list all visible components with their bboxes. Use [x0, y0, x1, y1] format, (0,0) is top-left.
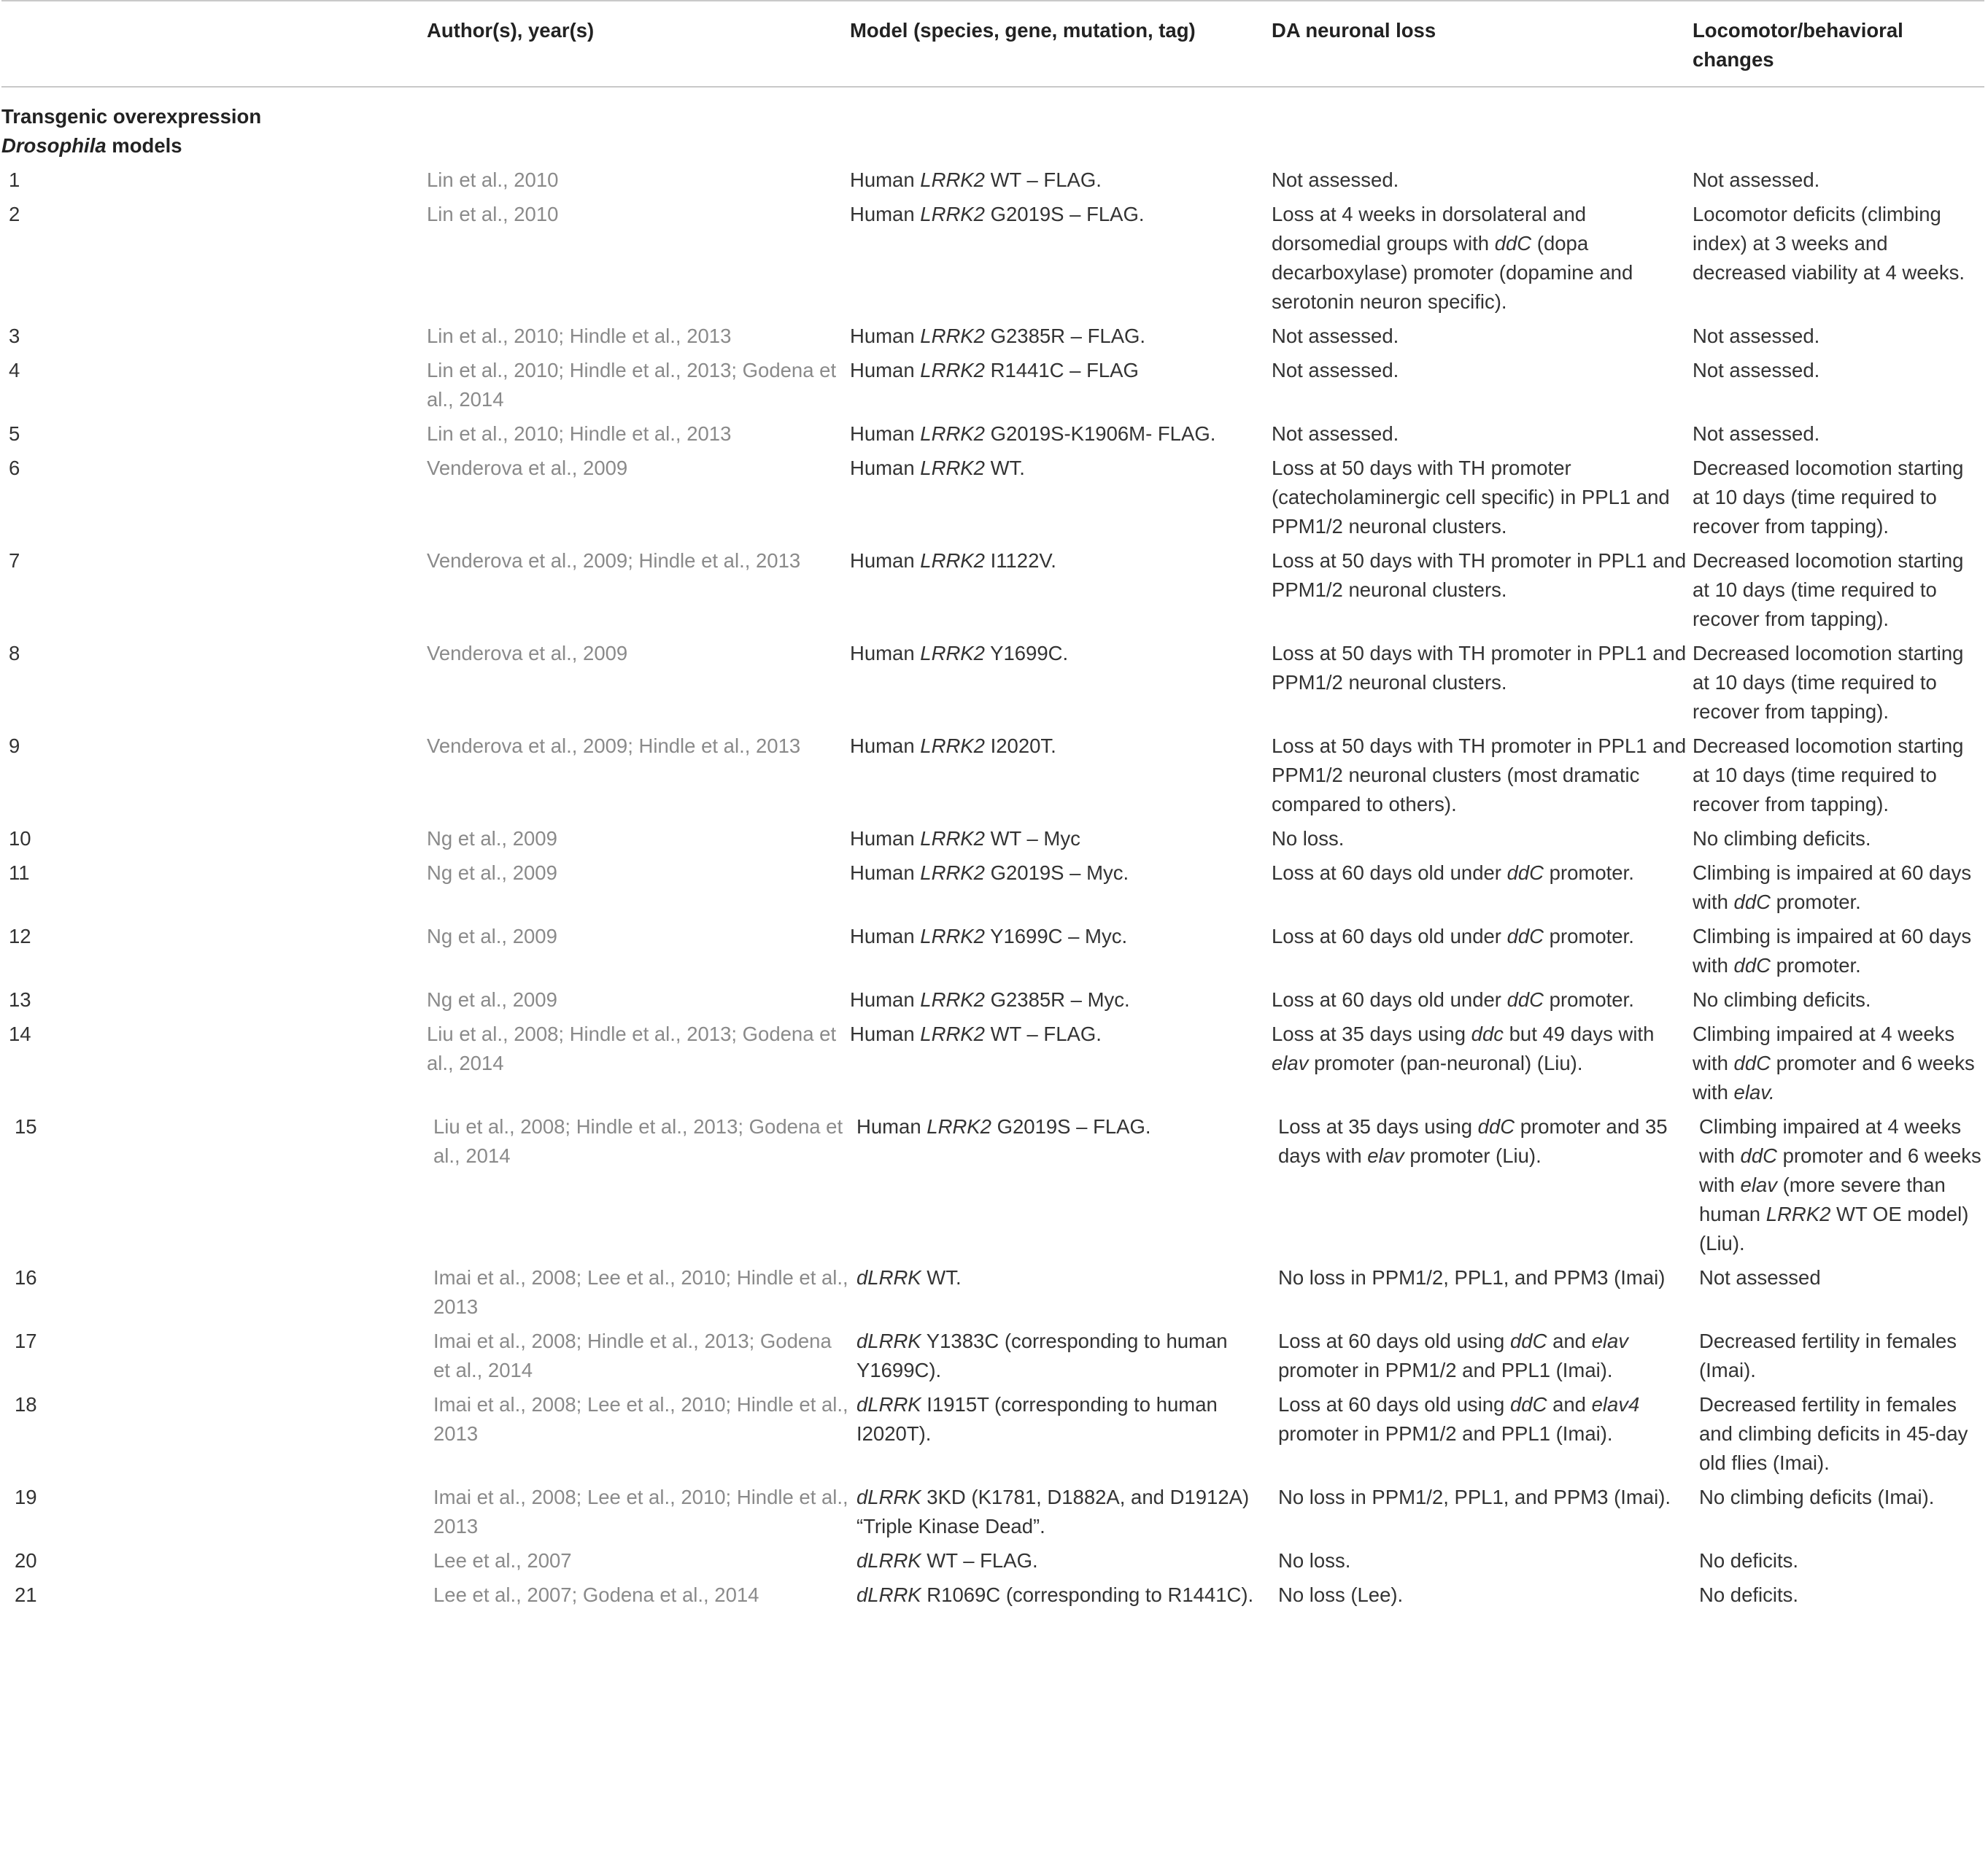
table-row [1, 356, 1984, 419]
row-number: 1 [9, 168, 20, 191]
row-author-citation: Lee et al., 2007 [433, 1549, 572, 1572]
row-author-citation: Venderova et al., 2009; Hindle et al., 2013 [427, 549, 801, 572]
row-model: dLRRK Y1383C (corresponding to human Y1699C). [856, 1330, 1228, 1381]
row-da-neuronal-loss: Loss at 50 days with TH promoter (catecholaminergic cell specific) in PPL1 and PPM1/2 neuronal clusters. [1272, 457, 1670, 538]
row-number: 4 [9, 359, 20, 381]
row-da-neuronal-loss: Not assessed. [1272, 325, 1399, 347]
row-model: Human LRRK2 WT – Myc [850, 827, 1080, 850]
row-author-citation: Venderova et al., 2009 [427, 642, 628, 664]
table-row [1, 858, 1984, 922]
table-row [1, 200, 1984, 322]
row-model: Human LRRK2 I1122V. [850, 549, 1056, 572]
row-locomotor-changes: No deficits. [1699, 1583, 1799, 1606]
row-da-neuronal-loss: Loss at 60 days old under ddC promoter. [1272, 925, 1634, 947]
row-model: Human LRRK2 Y1699C – Myc. [850, 925, 1128, 947]
row-locomotor-changes: No climbing deficits. [1693, 988, 1871, 1011]
section-row [1, 87, 1984, 166]
row-author-citation: Ng et al., 2009 [427, 861, 557, 884]
row-da-neuronal-loss: No loss in PPM1/2, PPL1, and PPM3 (Imai). [1278, 1486, 1671, 1508]
row-da-neuronal-loss: Loss at 50 days with TH promoter in PPL1 and PPM1/2 neuronal clusters. [1272, 549, 1687, 601]
row-model: dLRRK 3KD (K1781, D1882A, and D1912A) “Triple Kinase Dead”. [856, 1486, 1250, 1538]
table-row [1, 1327, 1984, 1390]
row-locomotor-changes: Climbing is impaired at 60 days with ddC promoter. [1693, 925, 1972, 977]
row-author-citation: Liu et al., 2008; Hindle et al., 2013; Godena et al., 2014 [433, 1115, 843, 1167]
table-row [1, 1263, 1984, 1327]
row-locomotor-changes: No climbing deficits. [1693, 827, 1871, 850]
row-model: Human LRRK2 G2385R – FLAG. [850, 325, 1146, 347]
row-locomotor-changes: Decreased fertility in females and climbing deficits in 45-day old flies (Imai). [1699, 1393, 1968, 1474]
row-da-neuronal-loss: Loss at 60 days old under ddC promoter. [1272, 861, 1634, 884]
row-model: Human LRRK2 WT – FLAG. [850, 1023, 1102, 1045]
row-number: 19 [15, 1486, 37, 1508]
row-da-neuronal-loss: No loss in PPM1/2, PPL1, and PPM3 (Imai) [1278, 1266, 1666, 1289]
row-number: 20 [15, 1549, 37, 1572]
row-da-neuronal-loss: No loss. [1272, 827, 1345, 850]
row-locomotor-changes: Not assessed. [1693, 422, 1820, 445]
table-row [1, 639, 1984, 732]
row-locomotor-changes: No deficits. [1699, 1549, 1799, 1572]
row-author-citation: Lin et al., 2010; Hindle et al., 2013 [427, 325, 732, 347]
row-number: 13 [9, 988, 31, 1011]
row-number: 9 [9, 734, 20, 757]
header-number [1, 1, 427, 87]
table-row [1, 1581, 1984, 1613]
row-locomotor-changes: Climbing impaired at 4 weeks with ddC promoter and 6 weeks with elav (more severe than human LRRK2 WT OE model) (Liu). [1699, 1115, 1981, 1255]
row-model: Human LRRK2 G2019S – FLAG. [850, 203, 1145, 225]
table-row [1, 1390, 1984, 1483]
row-author-citation: Ng et al., 2009 [427, 827, 557, 850]
row-da-neuronal-loss: Not assessed. [1272, 168, 1399, 191]
row-da-neuronal-loss: Not assessed. [1272, 359, 1399, 381]
header-model: Model (species, gene, mutation, tag) [850, 19, 1196, 42]
row-number: 11 [9, 861, 30, 884]
row-locomotor-changes: Decreased locomotion starting at 10 days (time required to recover from tapping). [1693, 549, 1964, 630]
row-number: 3 [9, 325, 20, 347]
row-locomotor-changes: Climbing is impaired at 60 days with ddC promoter. [1693, 861, 1972, 913]
row-author-citation: Imai et al., 2008; Lee et al., 2010; Hindle et al., 2013 [433, 1486, 848, 1538]
row-number: 15 [15, 1115, 37, 1138]
row-author-citation: Venderova et al., 2009; Hindle et al., 2013 [427, 734, 801, 757]
table-row [1, 419, 1984, 454]
table-row [1, 922, 1984, 985]
row-author-citation: Liu et al., 2008; Hindle et al., 2013; Godena et al., 2014 [427, 1023, 837, 1074]
table-row [1, 1112, 1984, 1263]
row-model: Human LRRK2 R1441C – FLAG [850, 359, 1139, 381]
row-da-neuronal-loss: No loss (Lee). [1278, 1583, 1404, 1606]
table-row [1, 732, 1984, 824]
models-table [1, 0, 1984, 1613]
table-row [1, 546, 1984, 639]
row-number: 14 [9, 1023, 31, 1045]
row-model: Human LRRK2 G2019S-K1906M- FLAG. [850, 422, 1216, 445]
row-author-citation: Imai et al., 2008; Lee et al., 2010; Hindle et al., 2013 [433, 1266, 848, 1318]
row-model: Human LRRK2 G2019S – Myc. [850, 861, 1129, 884]
table-row [1, 166, 1984, 200]
section-title-line1: Transgenic overexpression [1, 105, 262, 128]
row-da-neuronal-loss: Not assessed. [1272, 422, 1399, 445]
row-number: 21 [15, 1583, 37, 1606]
row-author-citation: Ng et al., 2009 [427, 925, 557, 947]
row-number: 12 [9, 925, 31, 947]
row-locomotor-changes: Decreased locomotion starting at 10 days (time required to recover from tapping). [1693, 642, 1964, 723]
table-row [1, 1546, 1984, 1581]
row-da-neuronal-loss: Loss at 35 days using ddC promoter and 35 days with elav promoter (Liu). [1278, 1115, 1668, 1167]
row-da-neuronal-loss: Loss at 60 days old using ddC and elav4 promoter in PPM1/2 and PPL1 (Imai). [1278, 1393, 1640, 1445]
row-da-neuronal-loss: No loss. [1278, 1549, 1351, 1572]
row-locomotor-changes: Not assessed. [1693, 325, 1820, 347]
row-da-neuronal-loss: Loss at 4 weeks in dorsolateral and dorsomedial groups with ddC (dopa decarboxylase) promoter (dopamine and serotonin neuron specific). [1272, 203, 1633, 313]
row-model: dLRRK R1069C (corresponding to R1441C). [856, 1583, 1254, 1606]
section-title-rest: models [106, 134, 182, 157]
row-model: dLRRK WT – FLAG. [856, 1549, 1038, 1572]
section-title-italic: Drosophila [1, 134, 107, 157]
row-model: Human LRRK2 WT – FLAG. [850, 168, 1102, 191]
row-da-neuronal-loss: Loss at 50 days with TH promoter in PPL1 and PPM1/2 neuronal clusters (most dramatic compared to others). [1272, 734, 1687, 815]
row-number: 6 [9, 457, 20, 479]
row-locomotor-changes: Decreased locomotion starting at 10 days (time required to recover from tapping). [1693, 457, 1964, 538]
row-da-neuronal-loss: Loss at 35 days using ddc but 49 days with elav promoter (pan-neuronal) (Liu). [1272, 1023, 1655, 1074]
row-locomotor-changes: Not assessed. [1693, 359, 1820, 381]
row-number: 7 [9, 549, 20, 572]
row-da-neuronal-loss: Loss at 60 days old using ddC and elav promoter in PPM1/2 and PPL1 (Imai). [1278, 1330, 1629, 1381]
row-author-citation: Lin et al., 2010 [427, 203, 559, 225]
row-locomotor-changes: Decreased locomotion starting at 10 days (time required to recover from tapping). [1693, 734, 1964, 815]
table-row [1, 322, 1984, 356]
row-author-citation: Lee et al., 2007; Godena et al., 2014 [433, 1583, 759, 1606]
row-number: 17 [15, 1330, 37, 1352]
row-number: 16 [15, 1266, 37, 1289]
row-author-citation: Lin et al., 2010 [427, 168, 559, 191]
table-row [1, 1483, 1984, 1546]
row-locomotor-changes: Locomotor deficits (climbing index) at 3 weeks and decreased viability at 4 weeks. [1693, 203, 1965, 284]
row-author-citation: Lin et al., 2010; Hindle et al., 2013; Godena et al., 2014 [427, 359, 837, 411]
row-number: 5 [9, 422, 20, 445]
row-model: Human LRRK2 Y1699C. [850, 642, 1069, 664]
row-number: 10 [9, 827, 31, 850]
table-row [1, 454, 1984, 546]
row-model: Human LRRK2 WT. [850, 457, 1025, 479]
row-locomotor-changes: Climbing impaired at 4 weeks with ddC promoter and 6 weeks with elav. [1693, 1023, 1975, 1104]
row-model: Human LRRK2 G2019S – FLAG. [856, 1115, 1151, 1138]
table-row [1, 985, 1984, 1020]
row-author-citation: Venderova et al., 2009 [427, 457, 628, 479]
header-da-loss: DA neuronal loss [1272, 19, 1436, 42]
table-row [1, 824, 1984, 858]
row-model: dLRRK WT. [856, 1266, 962, 1289]
row-da-neuronal-loss: Loss at 60 days old under ddC promoter. [1272, 988, 1634, 1011]
row-model: Human LRRK2 G2385R – Myc. [850, 988, 1130, 1011]
row-number: 8 [9, 642, 20, 664]
row-locomotor-changes: Not assessed. [1693, 168, 1820, 191]
row-number: 18 [15, 1393, 37, 1416]
header-row [1, 1, 1984, 87]
row-author-citation: Imai et al., 2008; Hindle et al., 2013; Godena et al., 2014 [433, 1330, 832, 1381]
row-locomotor-changes: Not assessed [1699, 1266, 1821, 1289]
section-title [1, 87, 427, 166]
row-locomotor-changes: Decreased fertility in females (Imai). [1699, 1330, 1957, 1381]
row-author-citation: Ng et al., 2009 [427, 988, 557, 1011]
row-number: 2 [9, 203, 20, 225]
row-locomotor-changes: No climbing deficits (Imai). [1699, 1486, 1935, 1508]
table-row [1, 1020, 1984, 1112]
row-da-neuronal-loss: Loss at 50 days with TH promoter in PPL1 and PPM1/2 neuronal clusters. [1272, 642, 1687, 694]
row-model: dLRRK I1915T (corresponding to human I2020T). [856, 1393, 1218, 1445]
row-author-citation: Lin et al., 2010; Hindle et al., 2013 [427, 422, 732, 445]
header-locomotor: Locomotor/behavioral changes [1693, 19, 1903, 71]
row-model: Human LRRK2 I2020T. [850, 734, 1056, 757]
header-author: Author(s), year(s) [427, 19, 595, 42]
row-author-citation: Imai et al., 2008; Lee et al., 2010; Hindle et al., 2013 [433, 1393, 848, 1445]
